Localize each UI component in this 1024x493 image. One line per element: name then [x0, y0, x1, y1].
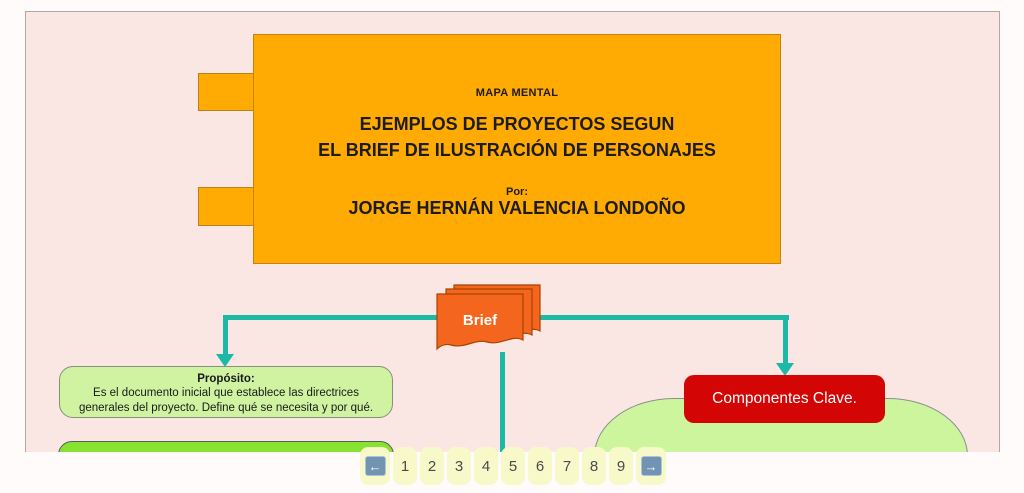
pagination-bar [360, 447, 666, 485]
connector-vertical-middle [500, 352, 505, 452]
title-line-1: EJEMPLOS DE PROYECTOS SEGUN [359, 114, 675, 134]
page-button-6[interactable]: 6 [528, 447, 552, 485]
byline-name: JORGE HERNÁN VALENCIA LONDOÑO [348, 198, 686, 218]
page-button-7[interactable]: 7 [555, 447, 579, 485]
page-button-2[interactable]: 2 [420, 447, 444, 485]
brief-root-node [436, 284, 542, 358]
next-node-strip [58, 441, 394, 452]
proposito-body: Es el documento inicial que establece las directrices generales del proyecto. Define qué se necesita y por qué. [78, 387, 374, 414]
componentes-node: Componentes Clave. [684, 375, 885, 423]
connector-vertical-left [223, 315, 228, 356]
page-button-9[interactable]: 9 [609, 447, 633, 485]
page-button-8[interactable]: 8 [582, 447, 606, 485]
connector-horizontal-right [538, 315, 789, 320]
brief-node-label: Brief [462, 312, 498, 329]
byline-label: Por: [506, 186, 528, 198]
page-button-5[interactable]: 5 [501, 447, 525, 485]
next-page-button[interactable] [636, 447, 666, 485]
arrow-left-icon: ← [365, 456, 386, 476]
proposito-heading: Propósito: [197, 373, 255, 385]
title-line-2: EL BRIEF DE ILUSTRACIÓN DE PERSONAJES [318, 140, 716, 160]
connector-horizontal-left [223, 315, 442, 320]
page-button-1[interactable]: 1 [393, 447, 417, 485]
title-box [253, 34, 781, 264]
slide-canvas [25, 11, 1000, 452]
page-button-4[interactable]: 4 [474, 447, 498, 485]
prev-page-button[interactable] [360, 447, 390, 485]
connector-vertical-right [783, 315, 788, 364]
page-button-3[interactable]: 3 [447, 447, 471, 485]
kicker-text: MAPA MENTAL [475, 87, 559, 99]
arrow-right-icon: → [641, 456, 662, 476]
proposito-node [59, 366, 393, 418]
